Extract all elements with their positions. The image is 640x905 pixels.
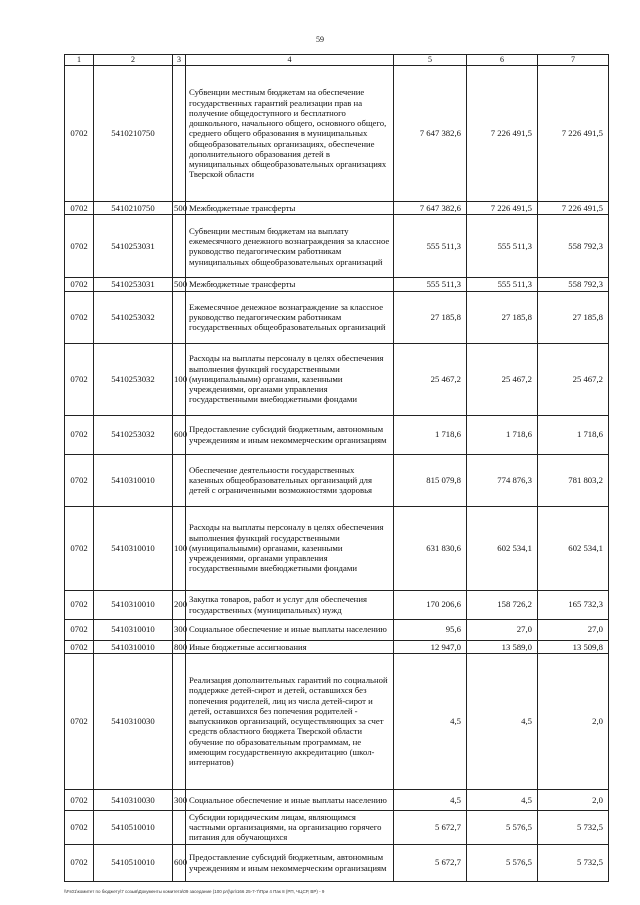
- table-header-row: [65, 55, 609, 66]
- header-cell: 2: [94, 55, 173, 66]
- target-article-cell: 5410210750: [94, 66, 173, 202]
- expense-type-cell: 200: [173, 590, 186, 619]
- table-row: [65, 619, 609, 640]
- table-row: [65, 640, 609, 653]
- section-code-cell: 0702: [65, 343, 94, 415]
- target-article-cell: 5410253032: [94, 291, 173, 343]
- table-row: [65, 590, 609, 619]
- amount-year1-cell: 12 947,0: [394, 640, 467, 653]
- section-code-cell: 0702: [65, 202, 94, 215]
- amount-year1-cell: 555 511,3: [394, 278, 467, 291]
- expense-type-cell: [173, 653, 186, 789]
- section-code-cell: 0702: [65, 506, 94, 590]
- target-article-cell: 5410253032: [94, 343, 173, 415]
- amount-year3-cell: 1 718,6: [538, 415, 609, 454]
- table-row: [65, 653, 609, 789]
- amount-year1-cell: 7 647 382,6: [394, 66, 467, 202]
- section-code-cell: 0702: [65, 66, 94, 202]
- amount-year3-cell: 2,0: [538, 653, 609, 789]
- expense-type-cell: 800: [174, 641, 188, 652]
- amount-year2-cell: 4,5: [467, 653, 538, 789]
- header-cell: 1: [65, 55, 94, 66]
- section-code-cell: 0702: [65, 415, 94, 454]
- amount-year3-cell: 27,0: [538, 619, 609, 640]
- section-code-cell: 0702: [65, 454, 94, 506]
- target-article-cell: 5410253031: [94, 215, 173, 278]
- amount-year1-cell: 95,6: [394, 619, 467, 640]
- amount-year1-cell: 7 647 382,6: [394, 202, 467, 215]
- target-article-cell: 5410253031: [94, 278, 173, 291]
- header-cell: 3: [173, 55, 186, 66]
- expense-type-cell: 600: [173, 844, 186, 881]
- amount-year2-cell: 158 726,2: [467, 590, 538, 619]
- amount-year3-cell: 7 226 491,5: [538, 202, 609, 215]
- section-code-cell: 0702: [65, 278, 94, 291]
- amount-year3-cell: 25 467,2: [538, 343, 609, 415]
- target-article-cell: 5410510010: [94, 810, 173, 844]
- expense-type-cell: 100: [173, 343, 186, 415]
- amount-year1-cell: 5 672,7: [394, 810, 467, 844]
- item-name-cell: Субвенции местным бюджетам на обеспечение государственных гарантий реализации прав на получение общедоступного и бесплатного дошкольного, начального общего, основного общего, среднего общего образования в муниципальных общеобразовательных организациях, обеспечение дополнительного образования детей в муниципальных общеобразовательных организациях Тверской области: [186, 66, 394, 202]
- target-article-cell: 5410310030: [94, 789, 173, 810]
- amount-year3-cell: 558 792,3: [538, 215, 609, 278]
- target-article-cell: 5410310010: [94, 506, 173, 590]
- section-code-cell: 0702: [65, 590, 94, 619]
- amount-year1-cell: 5 672,7: [394, 844, 467, 881]
- expense-type-cell: [173, 66, 186, 202]
- expense-type-cell: [173, 810, 186, 844]
- expense-type-cell: [173, 215, 186, 278]
- table-row: [65, 789, 609, 810]
- amount-year1-cell: 4,5: [394, 789, 467, 810]
- target-article-cell: 5410310010: [94, 590, 173, 619]
- expense-type-cell: 100: [173, 506, 186, 590]
- table-row: [65, 454, 609, 506]
- section-code-cell: 0702: [65, 291, 94, 343]
- table-row: [65, 291, 609, 343]
- header-cell: 5: [394, 55, 467, 66]
- page-number: 59: [316, 35, 324, 44]
- item-name-cell: Предоставление субсидий бюджетным, автономным учреждениям и иным некоммерческим организациям: [186, 415, 394, 454]
- amount-year1-cell: 4,5: [394, 653, 467, 789]
- target-article-cell: 5410253032: [94, 415, 173, 454]
- amount-year3-cell: 165 732,3: [538, 590, 609, 619]
- item-name-cell: Ежемесячное денежное вознаграждение за классное руководство педагогическим работникам государственных общеобразовательных организаций: [186, 291, 394, 343]
- amount-year3-cell: 781 803,2: [538, 454, 609, 506]
- expense-type-cell: [173, 291, 186, 343]
- amount-year1-cell: 815 079,8: [394, 454, 467, 506]
- amount-year1-cell: 25 467,2: [394, 343, 467, 415]
- table-row: [65, 278, 609, 291]
- amount-year2-cell: 27 185,8: [467, 291, 538, 343]
- item-name-cell: Обеспечение деятельности государственных казенных общеобразовательных организаций для детей с ограниченными возможностями здоровья: [186, 454, 394, 506]
- table-row: [65, 343, 609, 415]
- amount-year3-cell: 5 732,5: [538, 844, 609, 881]
- table-row: [65, 506, 609, 590]
- amount-year3-cell: 27 185,8: [538, 291, 609, 343]
- footer-file-path: \\Fs01\комитет по бюджету\7 созыв\Документы комитета\09 заседание (100 рл)\рл\166 25-7-7\При 4 Пак 8 (РП, ЧЦСР, ВР) - 9: [64, 889, 325, 894]
- item-name-cell: Межбюджетные трансферты: [186, 202, 394, 215]
- section-code-cell: 0702: [65, 215, 94, 278]
- item-name-cell: Расходы на выплаты персоналу в целях обеспечения выполнения функций государственными (муниципальными) органами, казенными учреждениями, органами управления государственными внебюджетными фондами: [186, 506, 394, 590]
- section-code-cell: 0702: [65, 844, 94, 881]
- expense-type-cell: [173, 454, 186, 506]
- amount-year2-cell: 4,5: [467, 789, 538, 810]
- header-cell: 4: [186, 55, 394, 66]
- amount-year3-cell: 602 534,1: [538, 506, 609, 590]
- expense-type-cell: 500: [174, 279, 188, 290]
- amount-year2-cell: 1 718,6: [467, 415, 538, 454]
- table-row: [65, 415, 609, 454]
- amount-year3-cell: 5 732,5: [538, 810, 609, 844]
- expense-type-cell: 300: [173, 619, 186, 640]
- target-article-cell: 5410310030: [94, 653, 173, 789]
- amount-year2-cell: 27,0: [467, 619, 538, 640]
- table-row: [65, 66, 609, 202]
- amount-year3-cell: 13 509,8: [538, 640, 609, 653]
- item-name-cell: Закупка товаров, работ и услуг для обеспечения государственных (муниципальных) нужд: [186, 590, 394, 619]
- amount-year2-cell: 774 876,3: [467, 454, 538, 506]
- amount-year2-cell: 5 576,5: [467, 810, 538, 844]
- amount-year1-cell: 27 185,8: [394, 291, 467, 343]
- amount-year3-cell: 7 226 491,5: [538, 66, 609, 202]
- amount-year2-cell: 7 226 491,5: [467, 66, 538, 202]
- amount-year2-cell: 602 534,1: [467, 506, 538, 590]
- item-name-cell: Субвенции местным бюджетам на выплату ежемесячного денежного вознаграждения за классное руководство педагогическим работникам муниципальных общеобразовательных организаций: [186, 215, 394, 278]
- section-code-cell: 0702: [65, 640, 94, 653]
- expense-type-cell: 600: [173, 415, 186, 454]
- target-article-cell: 5410310010: [94, 454, 173, 506]
- table-row: [65, 810, 609, 844]
- table-row: [65, 215, 609, 278]
- amount-year2-cell: 25 467,2: [467, 343, 538, 415]
- item-name-cell: Реализация дополнительных гарантий по социальной поддержке детей-сирот и детей, оставшихся без попечения родителей, лиц из числа детей-сирот и детей, оставшихся без попечения родителей - выпускников организаций, осуществляющих за счет средств областного бюджета Тверской области обучение по образовательным программам, не имеющим государственную аккредитацию (школ-интернатов): [186, 653, 394, 789]
- amount-year2-cell: 555 511,3: [467, 278, 538, 291]
- amount-year2-cell: 7 226 491,5: [467, 202, 538, 215]
- amount-year1-cell: 170 206,6: [394, 590, 467, 619]
- expense-type-cell: 500: [174, 203, 188, 213]
- section-code-cell: 0702: [65, 653, 94, 789]
- amount-year1-cell: 631 830,6: [394, 506, 467, 590]
- amount-year2-cell: 13 589,0: [467, 640, 538, 653]
- header-cell: 7: [538, 55, 609, 66]
- table-row: [65, 202, 609, 215]
- item-name-cell: Расходы на выплаты персоналу в целях обеспечения выполнения функций государственными (муниципальными) органами, казенными учреждениями, органами управления государственными внебюджетными фондами: [186, 343, 394, 415]
- section-code-cell: 0702: [65, 619, 94, 640]
- amount-year2-cell: 555 511,3: [467, 215, 538, 278]
- target-article-cell: 5410210750: [94, 202, 173, 215]
- section-code-cell: 0702: [65, 789, 94, 810]
- amount-year2-cell: 5 576,5: [467, 844, 538, 881]
- target-article-cell: 5410510010: [94, 844, 173, 881]
- item-name-cell: Социальное обеспечение и иные выплаты населению: [186, 619, 394, 640]
- header-cell: 6: [467, 55, 538, 66]
- target-article-cell: 5410310010: [94, 640, 173, 653]
- amount-year1-cell: 1 718,6: [394, 415, 467, 454]
- amount-year3-cell: 2,0: [538, 789, 609, 810]
- amount-year3-cell: 558 792,3: [538, 278, 609, 291]
- item-name-cell: Иные бюджетные ассигнования: [186, 640, 394, 653]
- budget-table: [64, 54, 609, 882]
- item-name-cell: Социальное обеспечение и иные выплаты населению: [186, 789, 394, 810]
- item-name-cell: Межбюджетные трансферты: [186, 278, 394, 291]
- amount-year1-cell: 555 511,3: [394, 215, 467, 278]
- table-row: [65, 844, 609, 881]
- section-code-cell: 0702: [65, 810, 94, 844]
- item-name-cell: Предоставление субсидий бюджетным, автономным учреждениям и иным некоммерческим организациям: [186, 844, 394, 881]
- target-article-cell: 5410310010: [94, 619, 173, 640]
- item-name-cell: Субсидии юридическим лицам, являющимся частными организациями, на организацию горячего питания для обучающихся: [186, 810, 394, 844]
- expense-type-cell: 300: [173, 789, 186, 810]
